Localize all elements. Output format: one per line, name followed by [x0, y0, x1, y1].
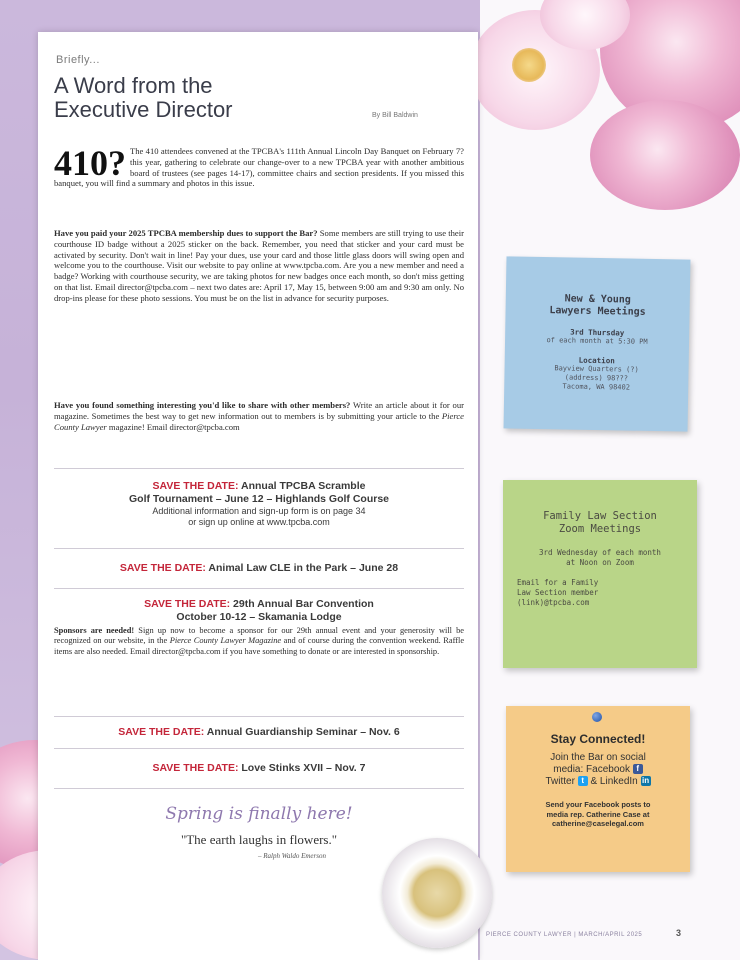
event-convention — [54, 598, 464, 657]
location-line-3: Tacoma, WA 98402 — [562, 382, 631, 392]
event-guardianship — [54, 726, 464, 739]
when-text: of each month at 5:30 PM — [546, 336, 648, 346]
save-the-date-label: SAVE THE DATE: — [152, 480, 239, 492]
quote-author: – Ralph Waldo Emerson — [258, 852, 326, 860]
save-the-date-label: SAVE THE DATE: — [119, 562, 206, 574]
email-line-1: Email for a Family — [517, 578, 599, 587]
convention-title: 29th Annual Bar Convention — [233, 598, 374, 610]
article-text-a: Write an article about it for our magazine. Sometimes the best way to get new information out to members is by submitting your article to the — [54, 400, 464, 421]
when-line-1: 3rd Wednesday of each month — [539, 548, 661, 557]
bold-line-2: media rep. Catherine Case at — [546, 809, 650, 819]
article-magazine: Pierce County Lawyer — [54, 410, 464, 432]
article-paragraph — [54, 400, 464, 432]
teacup-image — [382, 838, 492, 948]
social-line-2: media: Facebook — [553, 764, 630, 775]
twitter-icon[interactable]: t — [578, 776, 588, 786]
byline: By Bill Baldwin — [372, 112, 418, 119]
social-line-1: Join the Bar on social — [550, 752, 646, 763]
social-text — [506, 752, 690, 788]
golf-title: Annual TPCBA Scramble — [241, 480, 366, 492]
divider — [54, 716, 464, 717]
kicker: Briefly... — [56, 54, 100, 66]
golf-sub-2: or sign up online at www.tpcba.com — [188, 517, 330, 527]
page-title — [54, 74, 374, 122]
email-line-2: Law Section member — [517, 588, 599, 597]
pushpin-icon — [592, 712, 602, 722]
save-the-date-label: SAVE THE DATE: — [152, 762, 239, 774]
linkedin-icon[interactable]: in — [641, 776, 650, 786]
article-paper — [38, 32, 478, 960]
email-link[interactable]: catherine@caselegal.com — [552, 819, 644, 828]
sticky-note-family-law — [503, 480, 697, 668]
convention-lead: Sponsors are needed! — [54, 626, 135, 635]
when-label: 3rd Thursday — [570, 327, 625, 338]
divider — [54, 468, 464, 469]
love-stinks-text: Love Stinks XVII – Nov. 7 — [241, 762, 366, 774]
title-line-2: Executive Director — [54, 97, 233, 122]
divider — [54, 548, 464, 549]
article-text-b: magazine! Email director@tpcba.com — [108, 421, 240, 432]
when-line-2: at Noon on Zoom — [566, 558, 634, 567]
save-the-date-label: SAVE THE DATE: — [144, 598, 231, 610]
quote: "The earth laughs in flowers." — [180, 832, 338, 847]
note-title-1: Family Law Section — [543, 510, 657, 522]
convention-body — [54, 626, 464, 657]
note-title: Stay Connected! — [550, 732, 646, 746]
event-animal-law — [54, 562, 464, 575]
article-lead: Have you found something interesting you'd like to share with other members? — [54, 400, 351, 410]
golf-line-2: Golf Tournament – June 12 – Highlands Golf Course — [128, 493, 389, 505]
convention-line-2: October 10-12 – Skamania Lodge — [176, 611, 342, 623]
dues-lead: Have you paid your 2025 TPCBA membership dues to support the Bar? — [54, 228, 318, 238]
email-link[interactable]: (link)@tpcba.com — [517, 598, 590, 607]
facebook-posts-text — [506, 800, 690, 829]
convention-magazine: Pierce County Lawyer Magazine — [169, 636, 282, 646]
divider — [54, 788, 464, 789]
animal-law-text: Animal Law CLE in the Park – June 28 — [208, 562, 399, 574]
page-number: 3 — [676, 928, 682, 938]
social-line-3b: & LinkedIn — [590, 776, 638, 787]
note-title-2: Zoom Meetings — [558, 523, 642, 535]
location-label: Location — [578, 355, 615, 366]
event-golf — [54, 480, 464, 528]
footer-text: PIERCE COUNTY LAWYER | MARCH/APRIL 2025 — [486, 932, 643, 938]
facebook-icon[interactable]: f — [633, 764, 643, 774]
note-title-1: New & Young — [564, 293, 631, 306]
title-line-1: A Word from the — [54, 73, 213, 98]
intro-paragraph — [54, 143, 464, 189]
golf-sub-1: Additional information and sign-up form is on page 34 — [152, 506, 366, 516]
guardianship-text: Annual Guardianship Seminar – Nov. 6 — [206, 726, 400, 738]
convention-text-b: and of course during the convention weekend. Raffle items are also needed. Email director@tpcba.com if you have something to donate or are interested in sponsorship. — [54, 636, 465, 656]
location-line-2: (address) 98??? — [564, 373, 629, 383]
dues-text: Some members are still trying to use their courthouse ID badge without a 2025 sticker on the back. Remember, you need that sticker and your card must be activated by security. Don't wait in line! Pay your dues, use your card and those little glass doors will swing open and welcome you to the courthouse. Visit our website to pay online at www.tpcba.com. Are you a new member and need a badge? Working with courthouse security, we are taking photos for new badges once each month, so don't miss getting on that list. Email director@tpcba.com – next two dates are: April 17, May 15, between 9:00 am and 9:30 am only. No drop-ins please for these photo sessions. You must be on the list in advance for security purposes. — [54, 228, 464, 303]
divider — [54, 588, 464, 589]
drop-number: 410? — [54, 143, 126, 183]
note-title-2: Lawyers Meetings — [549, 305, 646, 318]
script-heading: Spring is finally here! — [165, 804, 353, 824]
sticky-note-stay-connected — [506, 706, 690, 872]
location-line-1: Bayview Quarters (?) — [554, 364, 639, 374]
bold-line-1: Send your Facebook posts to — [545, 800, 651, 809]
event-love-stinks — [54, 762, 464, 775]
intro-text: The 410 attendees convened at the TPCBA's 111th Annual Lincoln Day Banquet on February 7? this year, gathering to celebrate our change-over to a new TPCBA year with another ambitious board of trustees (see pages 14-17), committee chairs and section presidents. If you missed this banquet, you will find a summary and photos in this issue. — [54, 146, 464, 189]
sticky-note-new-young-lawyers — [504, 256, 691, 431]
save-the-date-label: SAVE THE DATE: — [118, 726, 205, 738]
divider — [54, 748, 464, 749]
social-line-3: Twitter — [545, 776, 575, 787]
dues-paragraph — [54, 228, 464, 304]
convention-text-a: Sign up now to become a sponsor for our 29th annual event and your generosity will be recognized on our website, in the — [54, 626, 465, 646]
